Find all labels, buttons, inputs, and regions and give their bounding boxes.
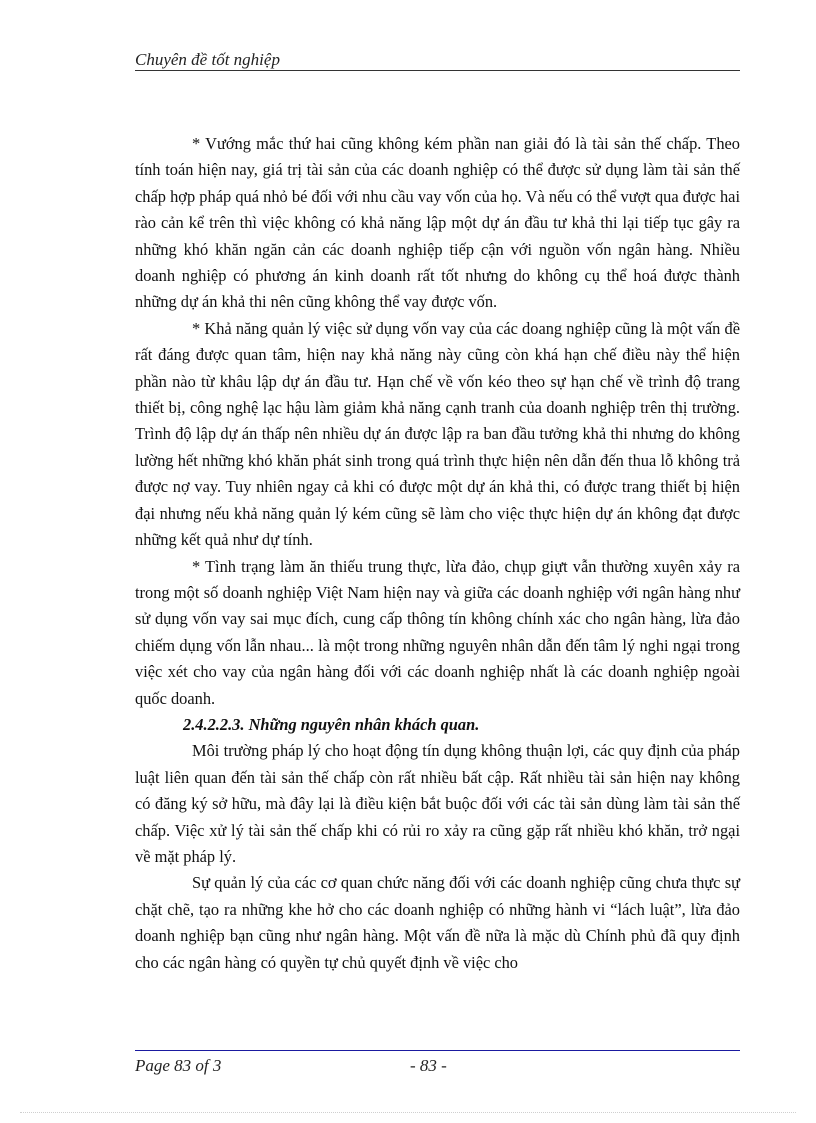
header-divider — [135, 70, 740, 71]
footer-page-number: - 83 - — [410, 1056, 447, 1075]
footer-divider — [135, 1050, 740, 1051]
paragraph-loan-management: * Khả năng quản lý việc sử dụng vốn vay của các doang nghiệp cũng là một vấn đề rất đáng được quan tâm, hiện nay khả năng này cũng còn khá hạn chế điều này thể hiện phần nào từ khâu lập dự án đầu tư. Hạn chế về vốn kéo theo sự hạn chế về trình độ trang thiết bị, công nghệ lạc hậu làm giảm khả năng cạnh tranh của doanh nghiệp trên thị trường. Trình độ lập dự án thấp nên nhiều dự án được lập ra ban đầu tưởng khả thi nhưng do không lường hết những khó khăn phát sinh trong quá trình thực hiện nên dẫn đến thua lỗ không trả được nợ vay. Tuy nhiên ngay cả khi có được một dự án khả thi, có được trang thiết bị hiện đại nhưng nếu khả năng quản lý kém cũng sẽ làm cho việc thực hiện dự án không đạt được những kết quả như dự tính. — [135, 318, 740, 550]
paragraph-regulatory-oversight: Sự quản lý của các cơ quan chức năng đối với các doanh nghiệp cũng chưa thực sự chặt chẽ, tạo ra những khe hở cho các doanh nghiệp có những hành vi “lách luật”, lừa đảo doanh nghiệp bạn cũng như ngân hàng. Một vấn đề nữa là mặc dù Chính phủ đã quy định cho các ngân hàng có quyền tự chủ quyết định về việc cho — [135, 873, 740, 972]
paragraph-legal-environment: Môi trường pháp lý cho hoạt động tín dụng không thuận lợi, các quy định của pháp luật liên quan đến tài sản thế chấp còn rất nhiều bất cập. Rất nhiều tài sản hiện nay không có đăng ký sở hữu, mà đây lại là điều kiện bắt buộc đối với các tài sản dùng làm tài sản thế chấp. Việc xử lý tài sản thế chấp khi có rủi ro xảy ra cũng gặp rất nhiều khó khăn, trở ngại về mặt pháp lý. — [135, 741, 740, 866]
footer-page-label: Page 83 of 3 — [135, 1056, 222, 1075]
document-body — [135, 131, 740, 976]
section-heading: 2.4.2.2.3. Những nguyên nhân khách quan. — [183, 714, 480, 734]
paragraph-dishonesty: * Tình trạng làm ăn thiếu trung thực, lừa đảo, chụp giựt vẫn thường xuyên xảy ra trong một số doanh nghiệp Việt Nam hiện nay và giữa các doanh nghiệp với ngân hàng như sử dụng vốn vay sai mục đích, cung cấp thông tín không chính xác cho ngân hàng, lừa đảo chiếm dụng vốn lẫn nhau... là một trong những nguyên nhân dẫn đến tâm lý nghi ngại trong việc xét cho vay của ngân hàng đối với các doanh nghiệp nhất là các doanh nghiệp ngoài quốc doanh. — [135, 556, 740, 708]
running-header: Chuyên đề tốt nghiệp — [135, 50, 280, 69]
paragraph-collateral: * Vướng mắc thứ hai cũng không kém phần nan giải đó là tài sản thế chấp. Theo tính toán hiện nay, giá trị tài sản của các doanh nghiệp có thể được sử dụng làm tài sản thế chấp hợp pháp quá nhỏ bé đối với nhu cầu vay vốn của họ. Và nếu có thể vượt qua được hai rào cản kể trên thì việc không có khả năng lập một dự án đầu tư khả thi lại tiếp tục gây ra những khó khăn ngăn cản các doanh nghiệp tiếp cận với nguồn vốn ngân hàng. Nhiều doanh nghiệp có phương án kinh doanh rất tốt nhưng do không cụ thể hoá được thành những dự án khả thi nên cũng không thể vay được vốn. — [135, 134, 740, 312]
page-bottom-dotted-border — [20, 1112, 796, 1113]
